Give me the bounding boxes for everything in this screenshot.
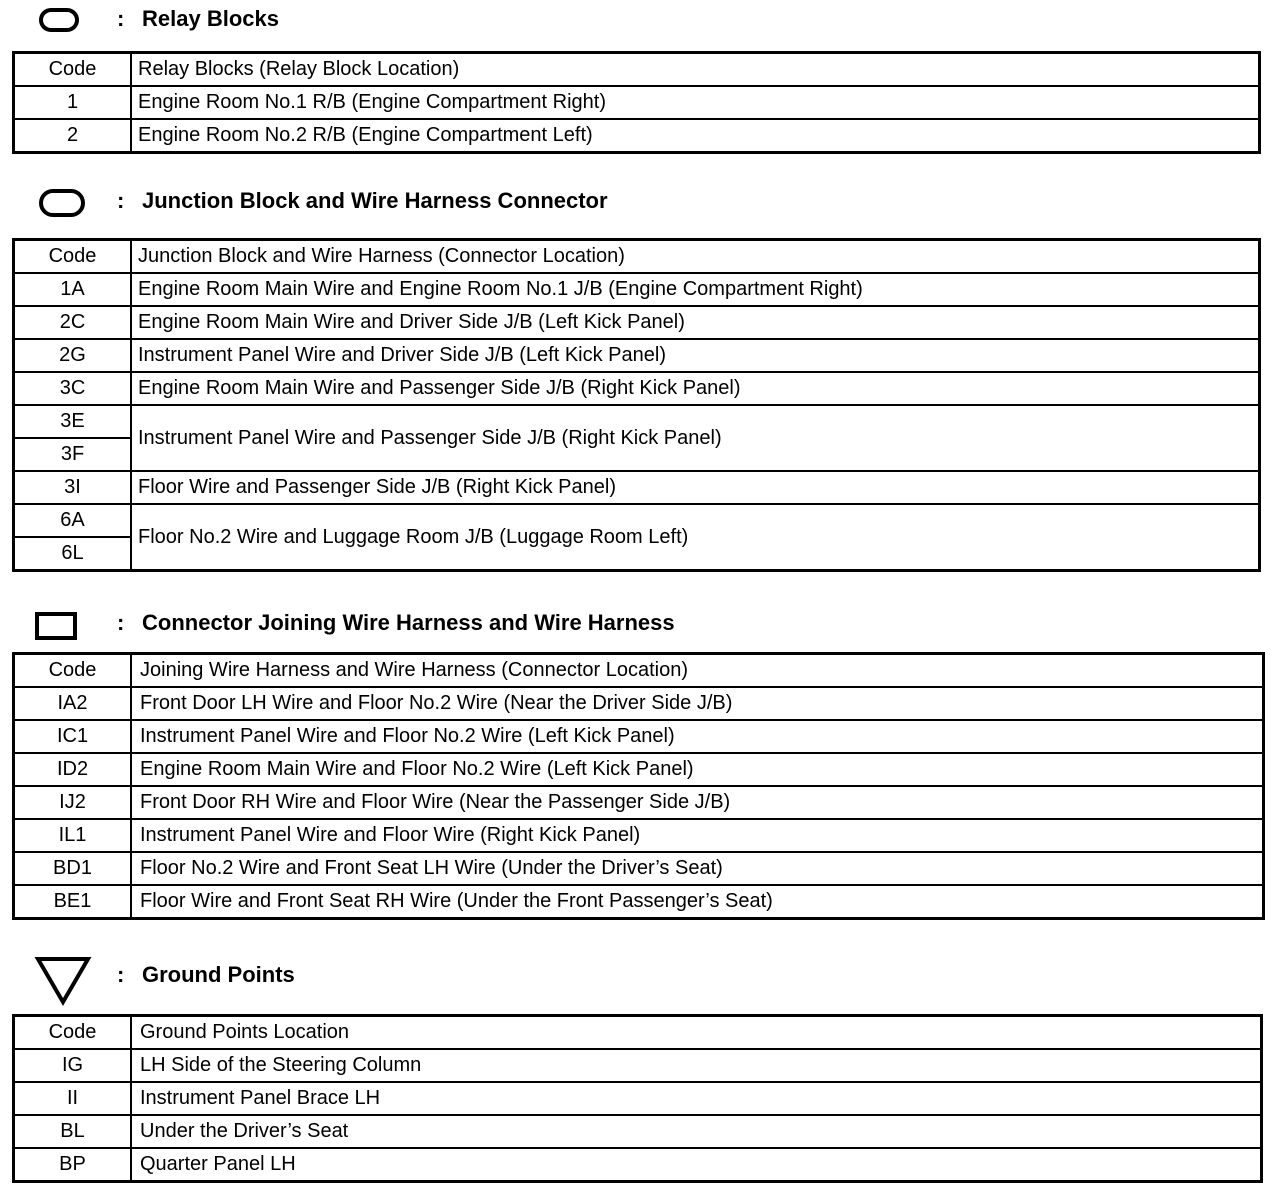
row-desc: Instrument Panel Wire and Driver Side J/B (Left Kick Panel) xyxy=(131,339,1260,372)
table-row xyxy=(14,306,1260,339)
ground-points-table xyxy=(12,1014,1263,1183)
row-desc: Instrument Panel Brace LH xyxy=(131,1082,1262,1115)
relay-blocks-heading xyxy=(0,2,1280,42)
row-desc: Engine Room No.2 R/B (Engine Compartment Left) xyxy=(131,119,1260,153)
row-desc: Front Door RH Wire and Floor Wire (Near the Passenger Side J/B) xyxy=(131,786,1264,819)
row-code: IL1 xyxy=(14,819,132,852)
header-desc: Joining Wire Harness and Wire Harness (Connector Location) xyxy=(131,654,1264,688)
header-desc: Ground Points Location xyxy=(131,1016,1262,1050)
row-code: IG xyxy=(14,1049,132,1082)
row-desc: Under the Driver’s Seat xyxy=(131,1115,1262,1148)
row-desc: Engine Room No.1 R/B (Engine Compartment Right) xyxy=(131,86,1260,119)
relay-blocks-table xyxy=(12,51,1261,154)
ground-point-triangle-icon xyxy=(34,956,92,1006)
table-header-row xyxy=(14,1016,1262,1050)
table-row xyxy=(14,885,1264,919)
heading-colon: : xyxy=(117,6,125,31)
table-header-row xyxy=(14,53,1260,87)
table-header-row xyxy=(14,654,1264,688)
row-code: BP xyxy=(14,1148,132,1182)
row-code: 1A xyxy=(14,273,132,306)
table-row xyxy=(14,504,1260,537)
row-desc: Instrument Panel Wire and Passenger Side J/B (Right Kick Panel) xyxy=(131,405,1260,471)
row-desc: Instrument Panel Wire and Floor Wire (Right Kick Panel) xyxy=(131,819,1264,852)
connector-heading xyxy=(0,606,1280,646)
row-code: 3F xyxy=(14,438,132,471)
row-code: IC1 xyxy=(14,720,132,753)
table-row xyxy=(14,372,1260,405)
table-header-row xyxy=(14,240,1260,274)
row-code: II xyxy=(14,1082,132,1115)
row-code: 3E xyxy=(14,405,132,438)
table-row xyxy=(14,1115,1262,1148)
connector-symbol-icon xyxy=(35,612,77,640)
table-row xyxy=(14,86,1260,119)
header-code: Code xyxy=(14,1016,132,1050)
header-desc: Relay Blocks (Relay Block Location) xyxy=(131,53,1260,87)
table-row xyxy=(14,852,1264,885)
row-desc: Quarter Panel LH xyxy=(131,1148,1262,1182)
connector-table xyxy=(12,652,1265,920)
row-desc: Instrument Panel Wire and Floor No.2 Wire (Left Kick Panel) xyxy=(131,720,1264,753)
table-row xyxy=(14,753,1264,786)
row-code: BL xyxy=(14,1115,132,1148)
section-title: Relay Blocks xyxy=(142,6,279,31)
heading-colon: : xyxy=(117,188,125,213)
junction-block-symbol-icon xyxy=(39,189,85,217)
row-desc: Floor Wire and Front Seat RH Wire (Under the Front Passenger’s Seat) xyxy=(131,885,1264,919)
row-code: BD1 xyxy=(14,852,132,885)
row-code: 6L xyxy=(14,537,132,571)
table-row xyxy=(14,339,1260,372)
row-desc: Engine Room Main Wire and Passenger Side J/B (Right Kick Panel) xyxy=(131,372,1260,405)
row-desc: Floor No.2 Wire and Luggage Room J/B (Luggage Room Left) xyxy=(131,504,1260,571)
relay-block-symbol-icon xyxy=(39,8,79,32)
header-desc: Junction Block and Wire Harness (Connector Location) xyxy=(131,240,1260,274)
row-code: 2G xyxy=(14,339,132,372)
table-row xyxy=(14,1082,1262,1115)
table-row xyxy=(14,273,1260,306)
row-code: IJ2 xyxy=(14,786,132,819)
row-code: 3C xyxy=(14,372,132,405)
row-code: BE1 xyxy=(14,885,132,919)
table-row xyxy=(14,687,1264,720)
table-row xyxy=(14,1049,1262,1082)
ground-points-heading xyxy=(0,952,1280,1008)
table-row xyxy=(14,720,1264,753)
row-code: IA2 xyxy=(14,687,132,720)
heading-colon: : xyxy=(117,962,125,987)
row-desc: Engine Room Main Wire and Floor No.2 Wire (Left Kick Panel) xyxy=(131,753,1264,786)
header-code: Code xyxy=(14,53,132,87)
table-row xyxy=(14,471,1260,504)
table-row xyxy=(14,786,1264,819)
header-code: Code xyxy=(14,654,132,688)
heading-colon: : xyxy=(117,610,125,635)
row-desc: Floor No.2 Wire and Front Seat LH Wire (Under the Driver’s Seat) xyxy=(131,852,1264,885)
row-code: 2C xyxy=(14,306,132,339)
row-desc: LH Side of the Steering Column xyxy=(131,1049,1262,1082)
row-desc: Floor Wire and Passenger Side J/B (Right Kick Panel) xyxy=(131,471,1260,504)
row-code: ID2 xyxy=(14,753,132,786)
section-title: Ground Points xyxy=(142,962,295,987)
row-desc: Engine Room Main Wire and Driver Side J/B (Left Kick Panel) xyxy=(131,306,1260,339)
row-desc: Engine Room Main Wire and Engine Room No.1 J/B (Engine Compartment Right) xyxy=(131,273,1260,306)
row-code: 2 xyxy=(14,119,132,153)
row-desc: Front Door LH Wire and Floor No.2 Wire (Near the Driver Side J/B) xyxy=(131,687,1264,720)
table-row xyxy=(14,1148,1262,1182)
row-code: 3I xyxy=(14,471,132,504)
table-row xyxy=(14,405,1260,438)
section-title: Junction Block and Wire Harness Connector xyxy=(142,188,608,213)
table-row xyxy=(14,819,1264,852)
junction-block-table xyxy=(12,238,1261,572)
section-title: Connector Joining Wire Harness and Wire Harness xyxy=(142,610,675,635)
header-code: Code xyxy=(14,240,132,274)
row-code: 1 xyxy=(14,86,132,119)
junction-block-heading xyxy=(0,185,1280,225)
table-row xyxy=(14,119,1260,153)
row-code: 6A xyxy=(14,504,132,537)
